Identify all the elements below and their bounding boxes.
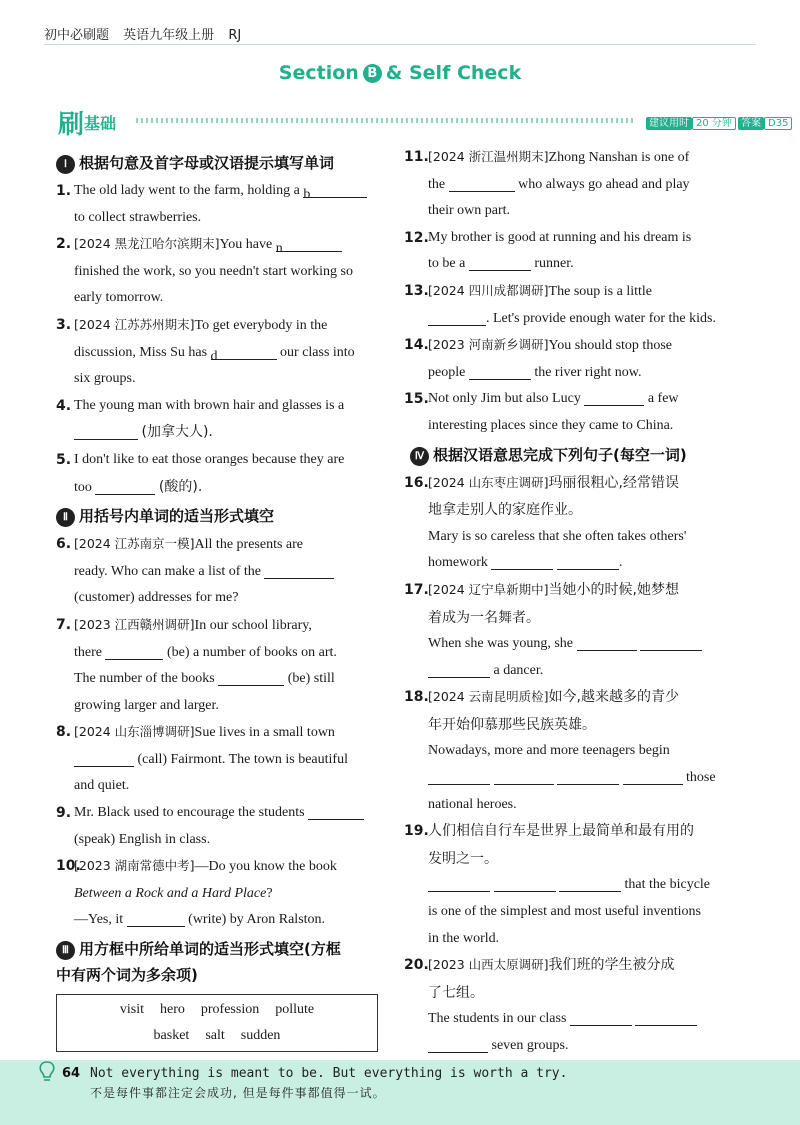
question-text: six groups. [74,371,136,387]
answer-blank[interactable] [127,911,185,927]
question-text: Sue lives in a small town [194,725,335,741]
answer-page: D35 [764,117,792,130]
answer-label: 答案 [738,117,764,130]
brand-big: 刷 [58,110,85,140]
chinese-prompt: 当她小的时候,她梦想 [548,581,679,598]
answer-blank[interactable] [218,670,284,686]
question-16 [404,470,740,577]
box-word: basket [153,1028,190,1044]
question-source: [2024 辽宁阜新期中] [428,581,549,597]
question-source: [2024 四川成都调研] [428,282,549,298]
question-4 [56,393,388,447]
question-text: is one of the simplest and most useful inventions [428,904,701,920]
chinese-prompt: 发明之一。 [428,850,498,867]
brand-label [58,104,116,141]
question-text: the [428,176,446,192]
question-text: (be) a number of books on art. [166,644,337,660]
question-number: 10. [56,858,81,875]
box-word: profession [200,1002,260,1018]
motto-english: Not everything is meant to be. But everything is worth a try. [90,1066,568,1081]
section-number: Ⅰ [56,155,75,174]
time-label: 建议用时 [646,117,692,130]
section-title: 根据汉语意思完成下列句子(每空一词) [433,445,687,464]
grade-name: 英语九年级上册 [123,28,215,43]
question-text: The students in our class [428,1011,567,1027]
question-number: 13. [404,282,429,299]
first-letter-hint: n [275,241,283,257]
question-text: All the presents are [194,537,304,553]
question-text: there [74,644,102,660]
chinese-prompt: 我们班的学生被分成 [548,957,675,974]
question-text: (speak) English in class. [74,831,211,847]
question-text: who always go ahead and play [518,176,690,192]
answer-blank[interactable] [210,344,277,364]
title-post: & Self Check [385,62,522,84]
page-header [44,24,251,43]
answer-blank[interactable] [264,563,334,579]
page-title [0,62,800,84]
chinese-prompt: 着成为一名舞者。 [428,609,540,626]
box-word: pollute [275,1002,315,1018]
answer-blank[interactable] [303,182,367,202]
word-box-row-2 [57,1023,377,1049]
question-text: (customer) addresses for me? [74,590,239,606]
answer-blank[interactable] [623,769,683,785]
question-source: [2024 山东枣庄调研] [428,474,549,490]
question-8 [56,719,388,800]
question-text: interesting places since they came to China. [428,417,674,433]
chinese-prompt: 如今,越来越多的青少 [548,689,679,706]
question-15 [404,386,740,439]
question-text: growing larger and larger. [74,697,219,713]
question-text: and quiet. [74,778,130,794]
answer-blank[interactable] [559,876,621,892]
question-number: 9. [56,805,72,822]
question-text: finished the work, so you needn't start working so [74,263,353,279]
question-source: [2023 河南新乡调研] [428,337,549,353]
answer-blank[interactable] [74,751,134,767]
question-text: To get everybody in the [194,317,328,333]
question-14 [404,332,740,386]
page-footer [0,1060,800,1125]
answer-blank[interactable] [469,255,531,271]
chinese-prompt: 了七组。 [428,984,484,1001]
question-text: (be) still [287,671,335,687]
dotted-divider [136,118,636,123]
first-letter-hint: b [303,187,311,202]
question-source: [2023 山西太原调研] [428,957,549,973]
question-19 [404,818,740,952]
header-rule [44,44,756,45]
question-text: homework [428,555,488,571]
section-title: 用括号内单词的适当形式填空 [79,507,275,526]
question-6 [56,531,388,612]
question-12 [404,225,740,278]
answer-blank[interactable] [557,769,619,785]
question-text: (write) by Aron Ralston. [188,912,326,928]
question-text: the river right now. [534,364,642,380]
question-number: 7. [56,616,72,633]
time-value: 20 分钟 [692,117,736,130]
question-text: When she was young, she [428,636,574,652]
section-2-heading [56,501,388,531]
chinese-hint: (加拿大人). [141,424,213,441]
question-source: [2024 山东淄博调研] [74,724,195,740]
question-text: The old lady went to the farm, holding a [74,183,300,198]
motto-chinese: 不是每件事都注定会成功, 但是每件事都值得一试。 [90,1086,386,1100]
question-text: The number of the books [74,671,215,687]
section-4-heading [410,440,740,470]
answer-blank[interactable] [275,236,342,257]
question-text: seven groups. [491,1038,569,1053]
question-text: . Let's provide enough water for the kids. [486,310,716,326]
question-text: those [686,770,716,786]
question-number: 12. [404,229,429,246]
question-text: Zhong Nanshan is one of [548,150,690,165]
word-box-row-1 [57,997,377,1023]
section-title-cont: 中有两个词为多余项) [56,966,198,985]
answer-blank[interactable] [491,554,553,570]
answer-blank[interactable] [469,364,531,380]
brand-small: 基础 [84,114,117,133]
question-text: to be a [428,256,466,272]
light-bulb-icon [36,1060,58,1084]
question-number: 20. [404,957,429,974]
question-text: —Yes, it [74,912,124,928]
answer-blank[interactable] [449,176,515,192]
answer-blank[interactable] [308,804,364,820]
answer-blank[interactable] [95,479,155,495]
question-text: You should stop those [548,338,672,354]
answer-blank[interactable] [105,644,163,660]
question-source: [2024 云南昆明质检] [428,689,549,705]
section-1-heading [56,148,388,178]
first-letter-hint: d [210,348,218,364]
chinese-prompt: 人们相信自行车是世界上最简单和最有用的 [428,823,694,840]
question-number: 1. [56,183,72,199]
question-number: 19. [404,823,429,840]
chinese-prompt: 年开始仰慕那些民族英雄。 [428,716,596,733]
chinese-hint: (酸的). [158,478,203,495]
practice-banner [58,104,789,140]
question-18 [404,684,740,818]
answer-blank[interactable] [428,310,486,326]
question-text: their own part. [428,203,511,219]
question-number: 15. [404,391,429,408]
question-number: 11. [404,149,429,165]
question-text: early tomorrow. [74,290,164,306]
question-text: discussion, Miss Su has [74,344,208,360]
question-text: people [428,364,466,380]
question-9 [56,800,388,853]
question-text: a dancer. [493,662,544,678]
question-source: [2024 江苏南京一模] [74,536,195,552]
question-text: too [74,479,92,495]
question-text: Not only Jim but also Lucy [428,391,581,407]
question-text: ? [266,885,273,901]
edition-label: RJ [228,28,242,43]
answer-blank[interactable] [557,554,619,570]
question-text: to collect strawberries. [74,209,202,225]
question-text: ready. Who can make a list of the [74,563,261,579]
question-number: 6. [56,536,72,553]
question-number: 16. [404,474,429,491]
question-text: You have [219,237,273,253]
question-1 [56,178,388,231]
question-7 [56,612,388,719]
question-text: I don't like to eat those oranges because they are [74,451,345,467]
answer-ref [738,114,792,129]
chinese-prompt: 地拿走别人的家庭作业。 [428,502,582,519]
box-word: visit [119,1002,144,1018]
answer-blank[interactable] [635,1010,697,1026]
question-11 [404,144,740,225]
question-20 [404,952,740,1059]
question-source: [2024 黑龙江哈尔滨期末] [74,236,220,252]
answer-blank[interactable] [494,876,556,892]
answer-blank[interactable] [494,769,554,785]
answer-blank[interactable] [584,390,644,406]
chinese-prompt: 玛丽很粗心,经常错误 [548,474,679,491]
question-10 [56,853,388,934]
question-number: 2. [56,236,72,253]
section-title: 根据句意及首字母或汉语提示填写单词 [79,154,335,172]
answer-blank[interactable] [428,662,490,678]
section-3-heading [56,936,388,988]
question-text: a few [647,391,679,407]
answer-blank[interactable] [577,635,637,651]
question-text: Mary is so careless that she often takes others' [428,528,687,544]
question-source: [2024 浙江温州期末] [428,149,549,164]
answer-blank[interactable] [570,1010,632,1026]
answer-blank[interactable] [428,769,490,785]
section-title: 用方框中所给单词的适当形式填空(方框 [79,940,341,959]
title-pre: Section [278,62,359,84]
question-text: —Do you know the book [194,859,337,875]
question-number: 8. [56,724,72,741]
answer-blank[interactable] [74,424,138,440]
word-box [56,994,378,1052]
section-number: Ⅳ [410,447,429,466]
question-text: that the bicycle [624,877,711,893]
box-word: hero [160,1002,185,1018]
question-text: Nowadays, more and more teenagers begin [428,743,670,759]
left-column [56,148,388,1052]
question-5 [56,447,388,501]
question-text: our class into [280,344,355,360]
question-17 [404,577,740,684]
question-13 [404,278,740,332]
question-text: (call) Fairmont. The town is beautiful [137,751,348,767]
right-column [404,144,740,1060]
question-text: national heroes. [428,796,517,812]
question-source: [2023 湖南常德中考] [74,858,195,874]
page-number: 64 [62,1066,81,1081]
section-number: Ⅲ [56,941,75,960]
question-text: Mr. Black used to encourage the students [74,805,305,821]
question-text: runner. [534,256,574,272]
suggested-time [646,114,736,129]
book-name: 初中必刷题 [44,28,110,43]
question-number: 18. [404,689,429,706]
section-badge: B [363,64,382,83]
question-text: . [618,555,623,571]
question-number: 14. [404,337,429,354]
question-text: In our school library, [194,617,312,633]
question-number: 3. [56,316,72,333]
section-number: Ⅱ [56,508,75,527]
box-word: salt [205,1028,225,1044]
answer-blank[interactable] [428,1037,488,1053]
question-number: 5. [56,451,72,468]
question-source: [2024 江苏苏州期末] [74,316,195,332]
book-title: Between a Rock and a Hard Place [74,885,267,901]
question-source: [2023 江西赣州调研] [74,616,195,632]
question-3 [56,312,388,393]
question-number: 4. [56,397,72,414]
question-text: The young man with brown hair and glasses is a [74,397,345,413]
question-number: 17. [404,581,429,598]
answer-blank[interactable] [640,635,702,651]
question-2 [56,231,388,312]
question-text: in the world. [428,930,500,946]
question-text: My brother is good at running and his dream is [428,229,692,245]
answer-blank[interactable] [428,876,490,892]
box-word: sudden [240,1028,281,1044]
question-text: The soup is a little [548,283,652,299]
